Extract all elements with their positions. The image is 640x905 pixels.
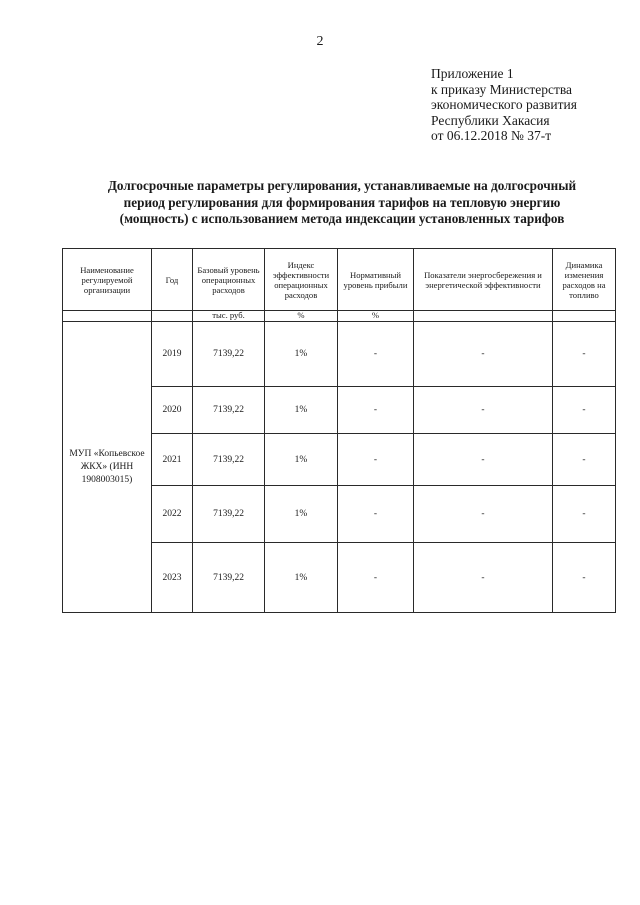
appendix-note [431,66,577,144]
profit-level-cell: - [338,543,414,613]
base-opex-cell: 7139,22 [193,543,265,613]
base-opex-cell: 7139,22 [193,322,265,387]
fuel-dynamics-cell: - [553,486,616,543]
header-efficiency-index: Индекс эффективности операционных расходов [265,249,338,311]
header-energy-saving: Показатели энергосбережения и энергетической эффективности [414,249,553,311]
efficiency-index-cell: 1% [265,434,338,486]
energy-saving-cell: - [414,387,553,434]
document-title [70,178,614,228]
header-base-opex: Базовый уровень операционных расходов [193,249,265,311]
unit-cell [152,311,193,322]
profit-level-cell: - [338,434,414,486]
header-profit-level: Нормативный уровень прибыли [338,249,414,311]
energy-saving-cell: - [414,434,553,486]
unit-cell: тыс. руб. [193,311,265,322]
efficiency-index-cell: 1% [265,543,338,613]
unit-cell: % [338,311,414,322]
profit-level-cell: - [338,322,414,387]
energy-saving-cell: - [414,322,553,387]
appendix-line: к приказу Министерства [431,81,573,97]
fuel-dynamics-cell: - [553,434,616,486]
unit-cell: % [265,311,338,322]
fuel-dynamics-cell: - [553,322,616,387]
unit-cell [553,311,616,322]
fuel-dynamics-cell: - [553,543,616,613]
energy-saving-cell: - [414,486,553,543]
efficiency-index-cell: 1% [265,322,338,387]
appendix-line: экономического развития [431,97,577,112]
base-opex-cell: 7139,22 [193,387,265,434]
appendix-line: Приложение 1 [431,66,514,81]
parameters-table [62,248,616,613]
fuel-dynamics-cell: - [553,387,616,434]
title-line: (мощность) с использованием метода индексации установленных тарифов [119,211,565,226]
base-opex-cell: 7139,22 [193,486,265,543]
year-cell: 2023 [152,543,193,613]
year-cell: 2019 [152,322,193,387]
base-opex-cell: 7139,22 [193,434,265,486]
year-cell: 2022 [152,486,193,543]
efficiency-index-cell: 1% [265,387,338,434]
profit-level-cell: - [338,486,414,543]
table-row [63,322,616,387]
table-units-row [63,311,616,322]
unit-cell [63,311,152,322]
appendix-line: от 06.12.2018 № 37-т [431,128,552,143]
title-line: период регулирования для формирования тарифов на тепловую энергию [123,194,561,210]
energy-saving-cell: - [414,543,553,613]
efficiency-index-cell: 1% [265,486,338,543]
table-header-row [63,249,616,311]
year-cell: 2021 [152,434,193,486]
title-line: Долгосрочные параметры регулирования, устанавливаемые на долгосрочный [107,178,577,193]
header-organization: Наименование регулируемой организации [63,249,152,311]
unit-cell [414,311,553,322]
header-fuel-dynamics: Динамика изменения расходов на топливо [553,249,616,311]
header-year: Год [152,249,193,311]
profit-level-cell: - [338,387,414,434]
year-cell: 2020 [152,387,193,434]
appendix-line: Республики Хакасия [431,112,550,128]
page-number: 2 [316,34,324,49]
organization-cell: МУП «Копьевское ЖКХ» (ИНН 1908003015) [63,322,152,613]
